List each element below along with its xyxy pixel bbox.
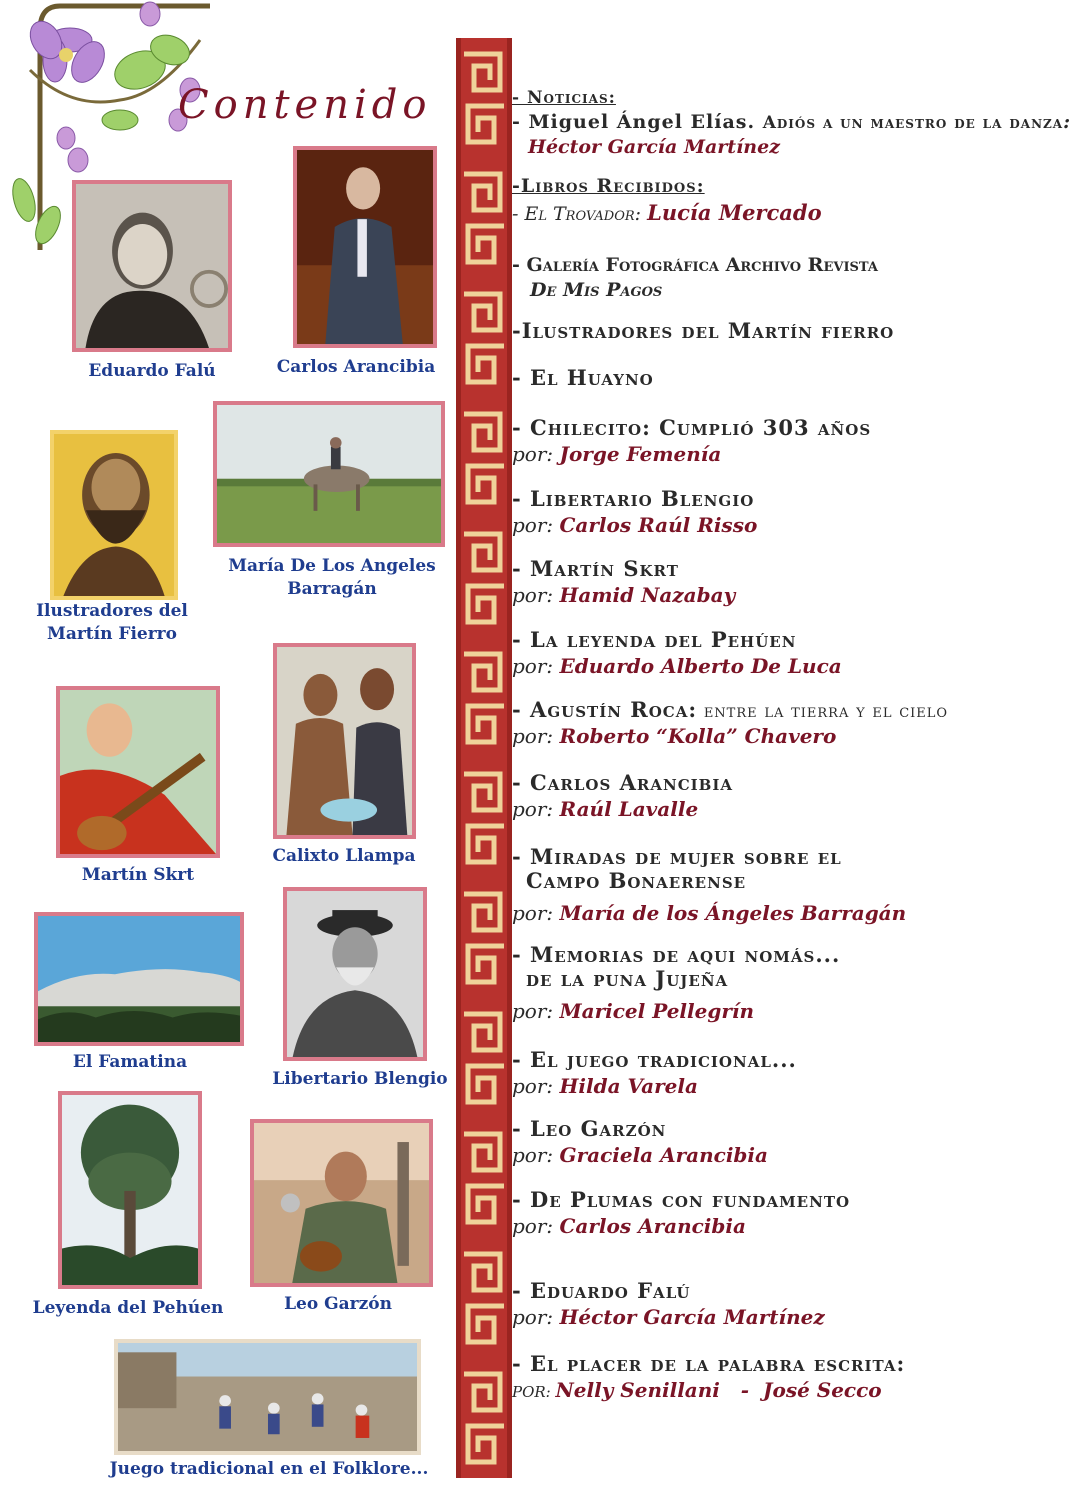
photo-calixto-llampa <box>273 643 416 839</box>
toc-trovador-author: Lucía Mercado <box>647 200 822 225</box>
toc-elias-author: Héctor García Martínez <box>528 136 780 158</box>
toc-elias <box>512 110 1071 136</box>
toc-entry-title <box>512 1047 797 1072</box>
toc-entry-title <box>512 1278 691 1303</box>
toc-entry-title-text: - Carlos Arancibia <box>512 770 733 795</box>
toc-entry-title-text: - De Plumas con fundamento <box>512 1187 851 1212</box>
toc-entry-title-text: - Agustín Roca: <box>512 697 698 722</box>
toc-entry-title-text: - Martín Skrt <box>512 556 679 581</box>
toc-entry-author: Roberto “Kolla” Chavero <box>559 724 837 748</box>
toc-entry-by-label: por: <box>512 583 560 607</box>
toc-entry-by-label: por: <box>512 797 560 821</box>
toc-entry-by-label: por: <box>512 513 560 537</box>
toc-entry-by-label: por: <box>512 654 560 678</box>
toc-entry-author: Héctor García Martínez <box>559 1305 825 1329</box>
toc-entry-title <box>512 486 754 511</box>
photo-maria-barragan <box>213 401 445 547</box>
toc-huayno: - El Huayno <box>512 365 654 390</box>
toc-entry-byline <box>512 582 735 608</box>
decorative-woven-ribbon <box>456 38 512 1478</box>
toc-entry-title-line2: de la puna Jujeña <box>526 966 729 991</box>
toc-entry-byline <box>512 723 836 749</box>
photo-el-famatina <box>34 912 244 1046</box>
toc-ilustradores: -Ilustradores del Martín fierro <box>512 318 895 343</box>
caption-martin-skrt: Martín Skrt <box>81 865 195 885</box>
caption-eduardo-falu: Eduardo Falú <box>88 361 216 381</box>
toc-entry-by-label: POR: <box>512 1383 556 1401</box>
toc-entry-byline <box>512 1073 698 1099</box>
toc-entry-byline <box>512 1377 882 1405</box>
toc-entry-byline <box>512 1142 768 1168</box>
toc-libros <box>512 174 705 199</box>
toc-entry-title <box>512 942 840 967</box>
caption-libertario-blengio: Libertario Blengio <box>272 1069 448 1089</box>
toc-entry-author: Hilda Varela <box>559 1074 698 1098</box>
toc-entry-title <box>512 844 842 869</box>
toc-entry-title <box>512 770 733 795</box>
toc-entry-byline <box>512 796 698 822</box>
toc-entry-author: Carlos Arancibia <box>559 1214 746 1238</box>
toc-galeria-2: De Mis Pagos <box>530 279 663 301</box>
toc-trovador <box>512 200 822 225</box>
toc-galeria: - Galería Fotográfica Archivo Revista <box>512 254 878 276</box>
toc-entry-byline <box>512 900 906 926</box>
toc-entry-author: María de los Ángeles Barragán <box>559 901 907 925</box>
toc-entry-title-text: - La leyenda del Pehúen <box>512 627 797 652</box>
toc-entry-by-label: por: <box>512 724 560 748</box>
photo-leo-garzon <box>250 1119 433 1287</box>
caption-carlos-arancibia: Carlos Arancibia <box>276 357 436 377</box>
toc-entry-author: Eduardo Alberto De Luca <box>559 654 842 678</box>
photo-ilustradores-martin-fierro <box>50 430 178 600</box>
toc-entry-by-label: por: <box>512 1074 560 1098</box>
toc-entry-author: Raúl Lavalle <box>559 797 699 821</box>
toc-entry-author: Carlos Raúl Risso <box>559 513 758 537</box>
caption-calixto-llampa: Calixto Llampa <box>272 846 416 866</box>
toc-entry-title-rest: entre la tierra y el cielo <box>697 701 949 722</box>
toc-entry-by-label: por: <box>512 1305 560 1329</box>
toc-entry-title-text: - Miradas de mujer sobre el <box>512 844 842 869</box>
photo-martin-skrt <box>56 686 220 858</box>
caption-juego-tradicional: Juego tradicional en el Folklore... <box>109 1459 429 1479</box>
toc-elias-rest: Adiós a un maestro de la danza <box>762 113 1064 133</box>
toc-entry-title-text: - Eduardo Falú <box>512 1278 691 1303</box>
toc-noticias <box>512 86 616 111</box>
caption-el-famatina: El Famatina <box>72 1052 188 1072</box>
toc-entry-title-text: - Libertario Blengio <box>512 486 755 511</box>
toc-entry-title <box>512 556 679 581</box>
toc-entry-title <box>512 1187 850 1212</box>
toc-entry-title <box>512 697 948 724</box>
toc-entry-title-text: - El juego tradicional... <box>512 1047 797 1072</box>
toc-entry-author: Hamid Nazabay <box>559 583 736 607</box>
toc-elias-name: - Miguel Ángel Elías. <box>512 111 756 133</box>
toc-entry-author: Maricel Pellegrín <box>559 999 755 1023</box>
toc-entry-title-text: - Leo Garzón <box>512 1116 667 1141</box>
toc-entry-by-label: por: <box>512 1214 560 1238</box>
toc-entry-byline <box>512 653 842 679</box>
photo-eduardo-falu <box>72 180 232 352</box>
photo-juego-tradicional <box>114 1339 421 1455</box>
toc-entry-title-line2: Campo Bonaerense <box>526 868 747 893</box>
caption-ilustradores: Ilustradores del Martín Fierro <box>36 601 188 644</box>
caption-maria-barragan: María De Los Angeles Barragán <box>228 556 436 599</box>
toc-entry-byline <box>512 998 754 1024</box>
photo-libertario-blengio <box>283 887 427 1061</box>
toc-entry-by-label: por: <box>512 442 560 466</box>
toc-entry-author: Graciela Arancibia <box>559 1143 768 1167</box>
toc-entry-author: Jorge Femenía <box>559 442 722 466</box>
photo-carlos-arancibia <box>293 146 437 348</box>
photo-leyenda-pehuen <box>58 1091 202 1289</box>
toc-entry-by-label: por: <box>512 999 560 1023</box>
toc-elias-colon: : <box>1063 111 1071 133</box>
toc-entry-title <box>512 1351 905 1376</box>
toc-entry-by-label: por: <box>512 901 560 925</box>
toc-entry-title-text: - Chilecito: Cumplió 303 años <box>512 415 872 440</box>
caption-leo-garzon: Leo Garzón <box>284 1294 392 1314</box>
toc-entry-byline <box>512 441 721 467</box>
toc-entry-byline <box>512 512 757 538</box>
toc-trovador-pre: - El Trovador: <box>512 203 642 225</box>
page-title: Contenido <box>178 82 432 128</box>
toc-entry-byline <box>512 1304 825 1330</box>
toc-entry-title <box>512 627 796 652</box>
toc-entry-by-label: por: <box>512 1143 560 1167</box>
caption-leyenda-pehuen: Leyenda del Pehúen <box>32 1298 224 1318</box>
toc-libros-label: -Libros Recibidos: <box>512 175 705 197</box>
toc-entry-title <box>512 415 871 440</box>
toc-entry-title <box>512 1116 666 1141</box>
toc-noticias-label: - Noticias: <box>512 88 616 108</box>
toc-entry-title-text: - Memorias de aqui nomás... <box>512 942 841 967</box>
toc-entry-title-text: - El placer de la palabra escrita: <box>512 1351 906 1376</box>
toc-entry-author: Nelly Senillani - José Secco <box>555 1378 882 1402</box>
toc-entry-byline <box>512 1213 746 1239</box>
